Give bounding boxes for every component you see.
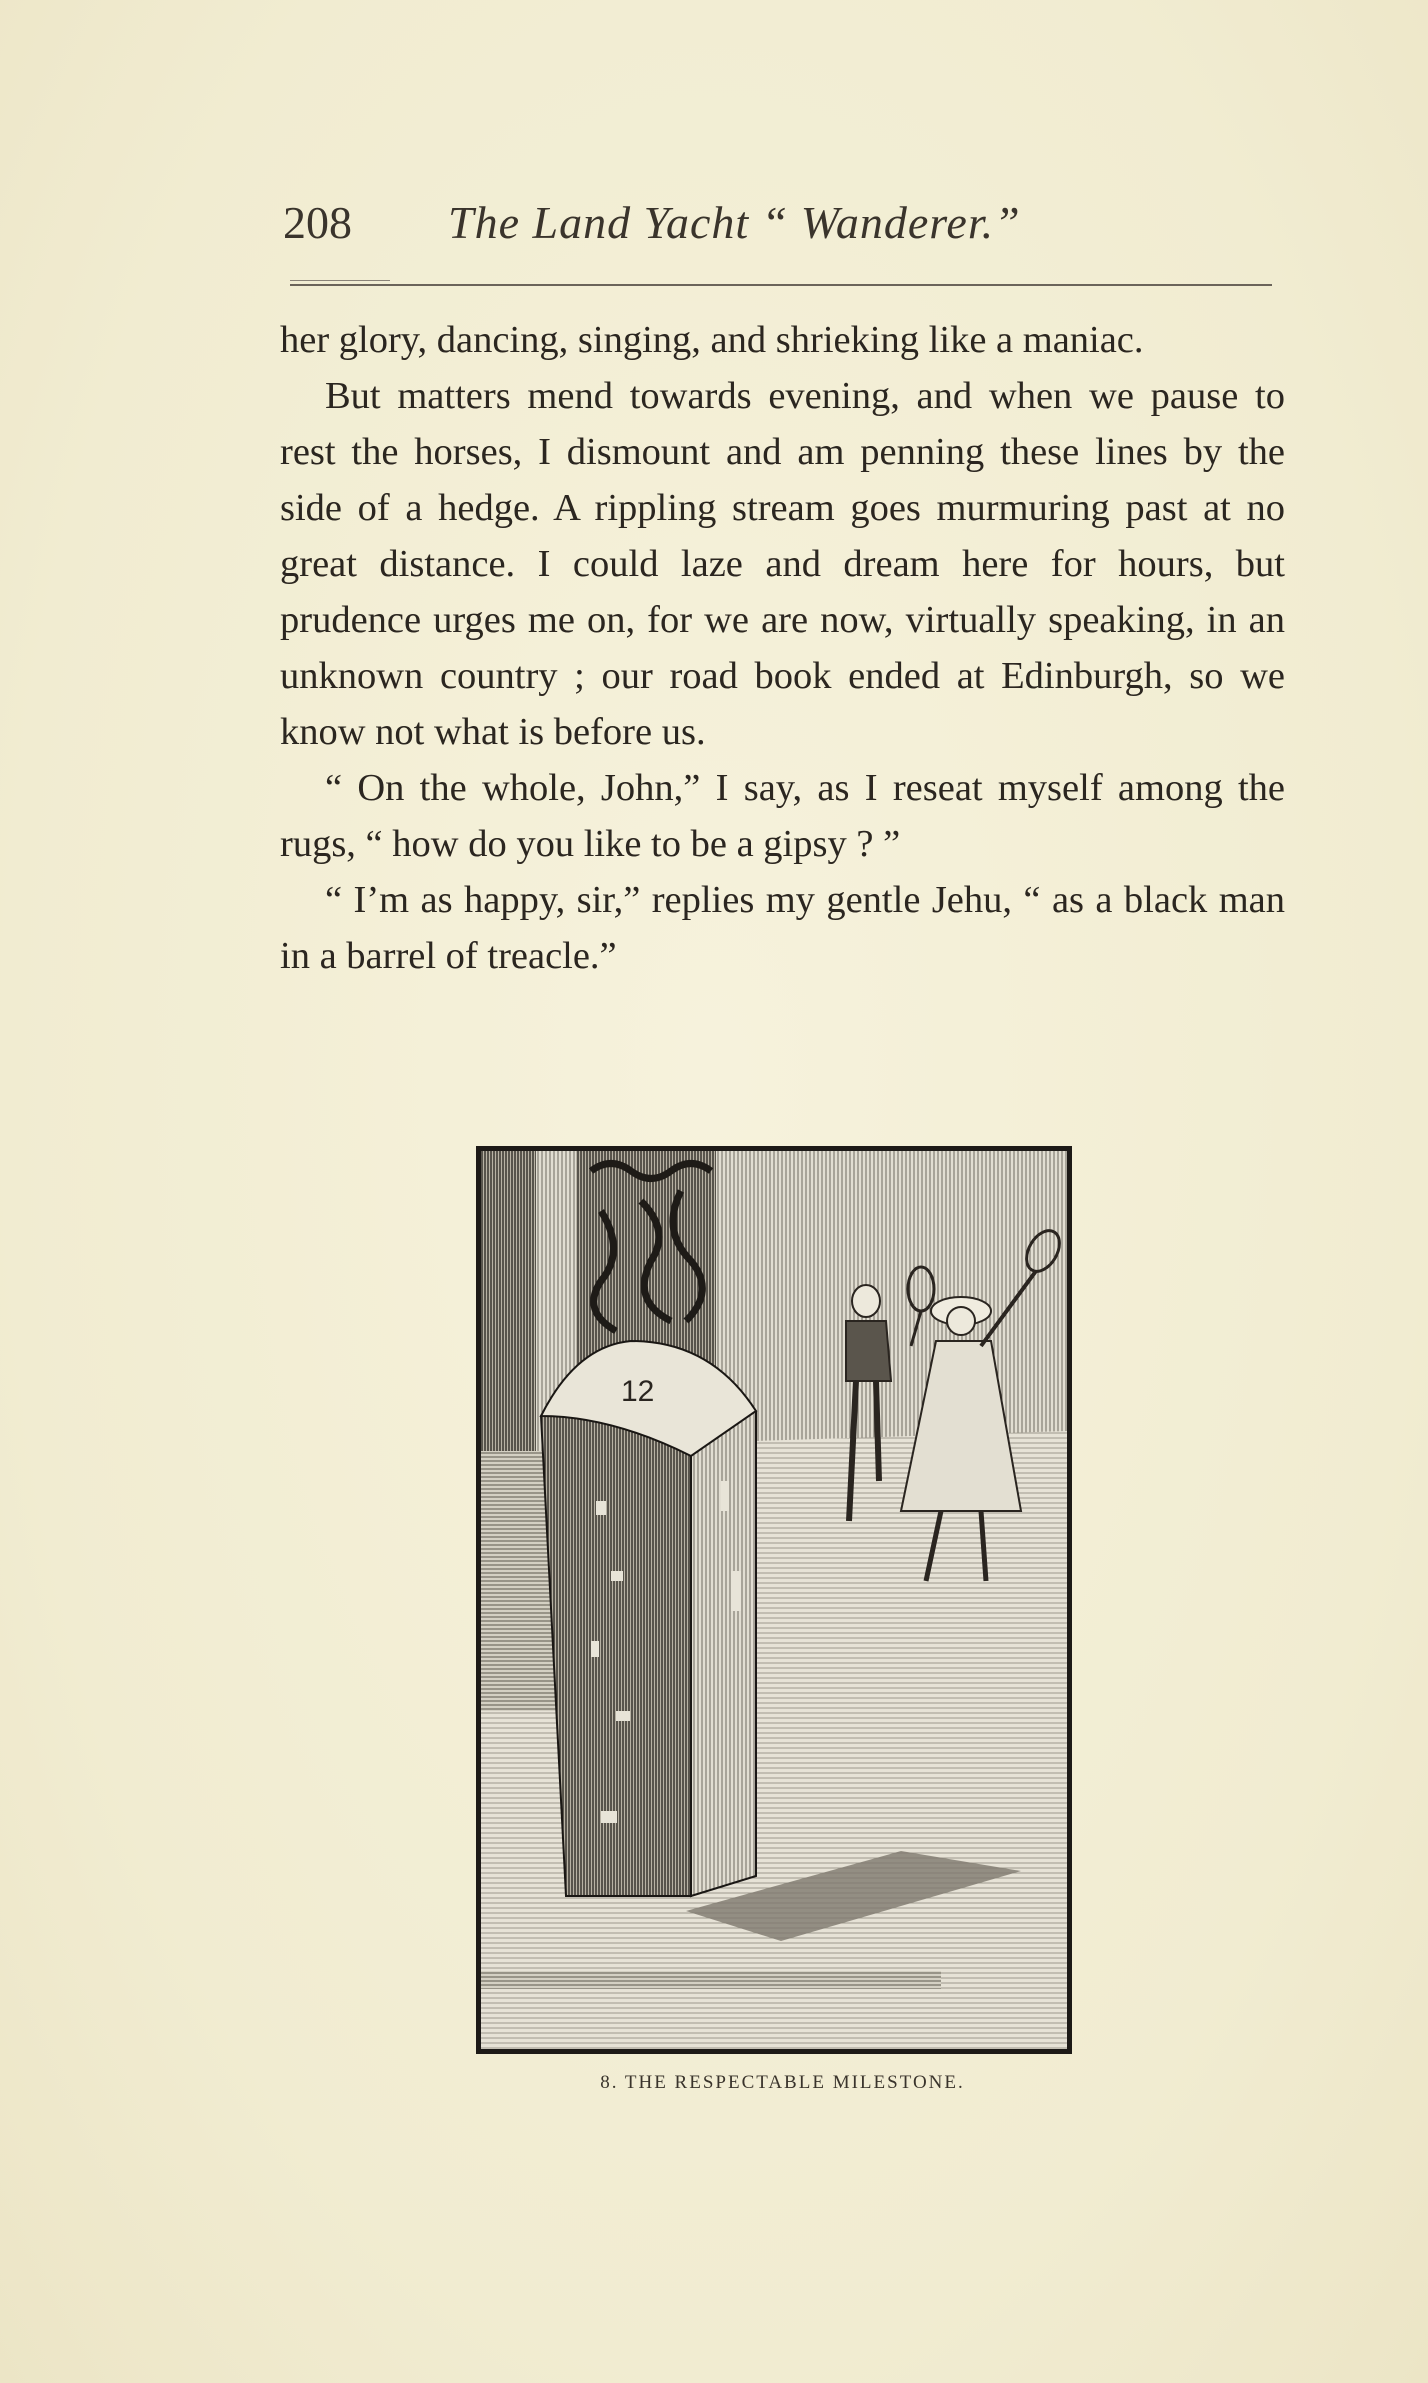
foreground-rail (481, 1971, 941, 1989)
body-text (280, 312, 1285, 984)
figure-caption: 8. THE RESPECTABLE MILESTONE. (600, 2072, 965, 2093)
left-post (481, 1151, 536, 1451)
engraving-illustration (476, 1146, 1072, 2054)
milestone-engraving-svg (481, 1151, 1067, 2049)
paragraph-4: “ I’m as happy, sir,” replies my gentle Jehu, “ as a black man in a barrel of treacle.” (280, 879, 1285, 977)
paragraph-3: “ On the whole, John,” I say, as I reseat myself among the rugs, “ how do you like to be a gipsy ? ” (280, 767, 1285, 865)
running-title: The Land Yacht “ Wanderer.” (448, 197, 1021, 248)
header-rule-accent (290, 280, 390, 281)
running-header (283, 196, 1273, 256)
header-rule (290, 284, 1272, 286)
milestone-number: 12 (621, 1375, 655, 1408)
page-number: 208 (283, 197, 352, 248)
paragraph-2: But matters mend towards evening, and when we pause to rest the horses, I dismount and am penning these lines by the side of a hedge. A rippling stream goes murmuring past at no great distance. I could laze and dream here for hours, but prudence urges me on, for we are now, virtually speaking, in an unknown country ; our road book ended at Edinburgh, so we know not what is before us. (280, 375, 1285, 753)
paragraph-1: her glory, dancing, singing, and shrieking like a maniac. (280, 319, 1144, 361)
